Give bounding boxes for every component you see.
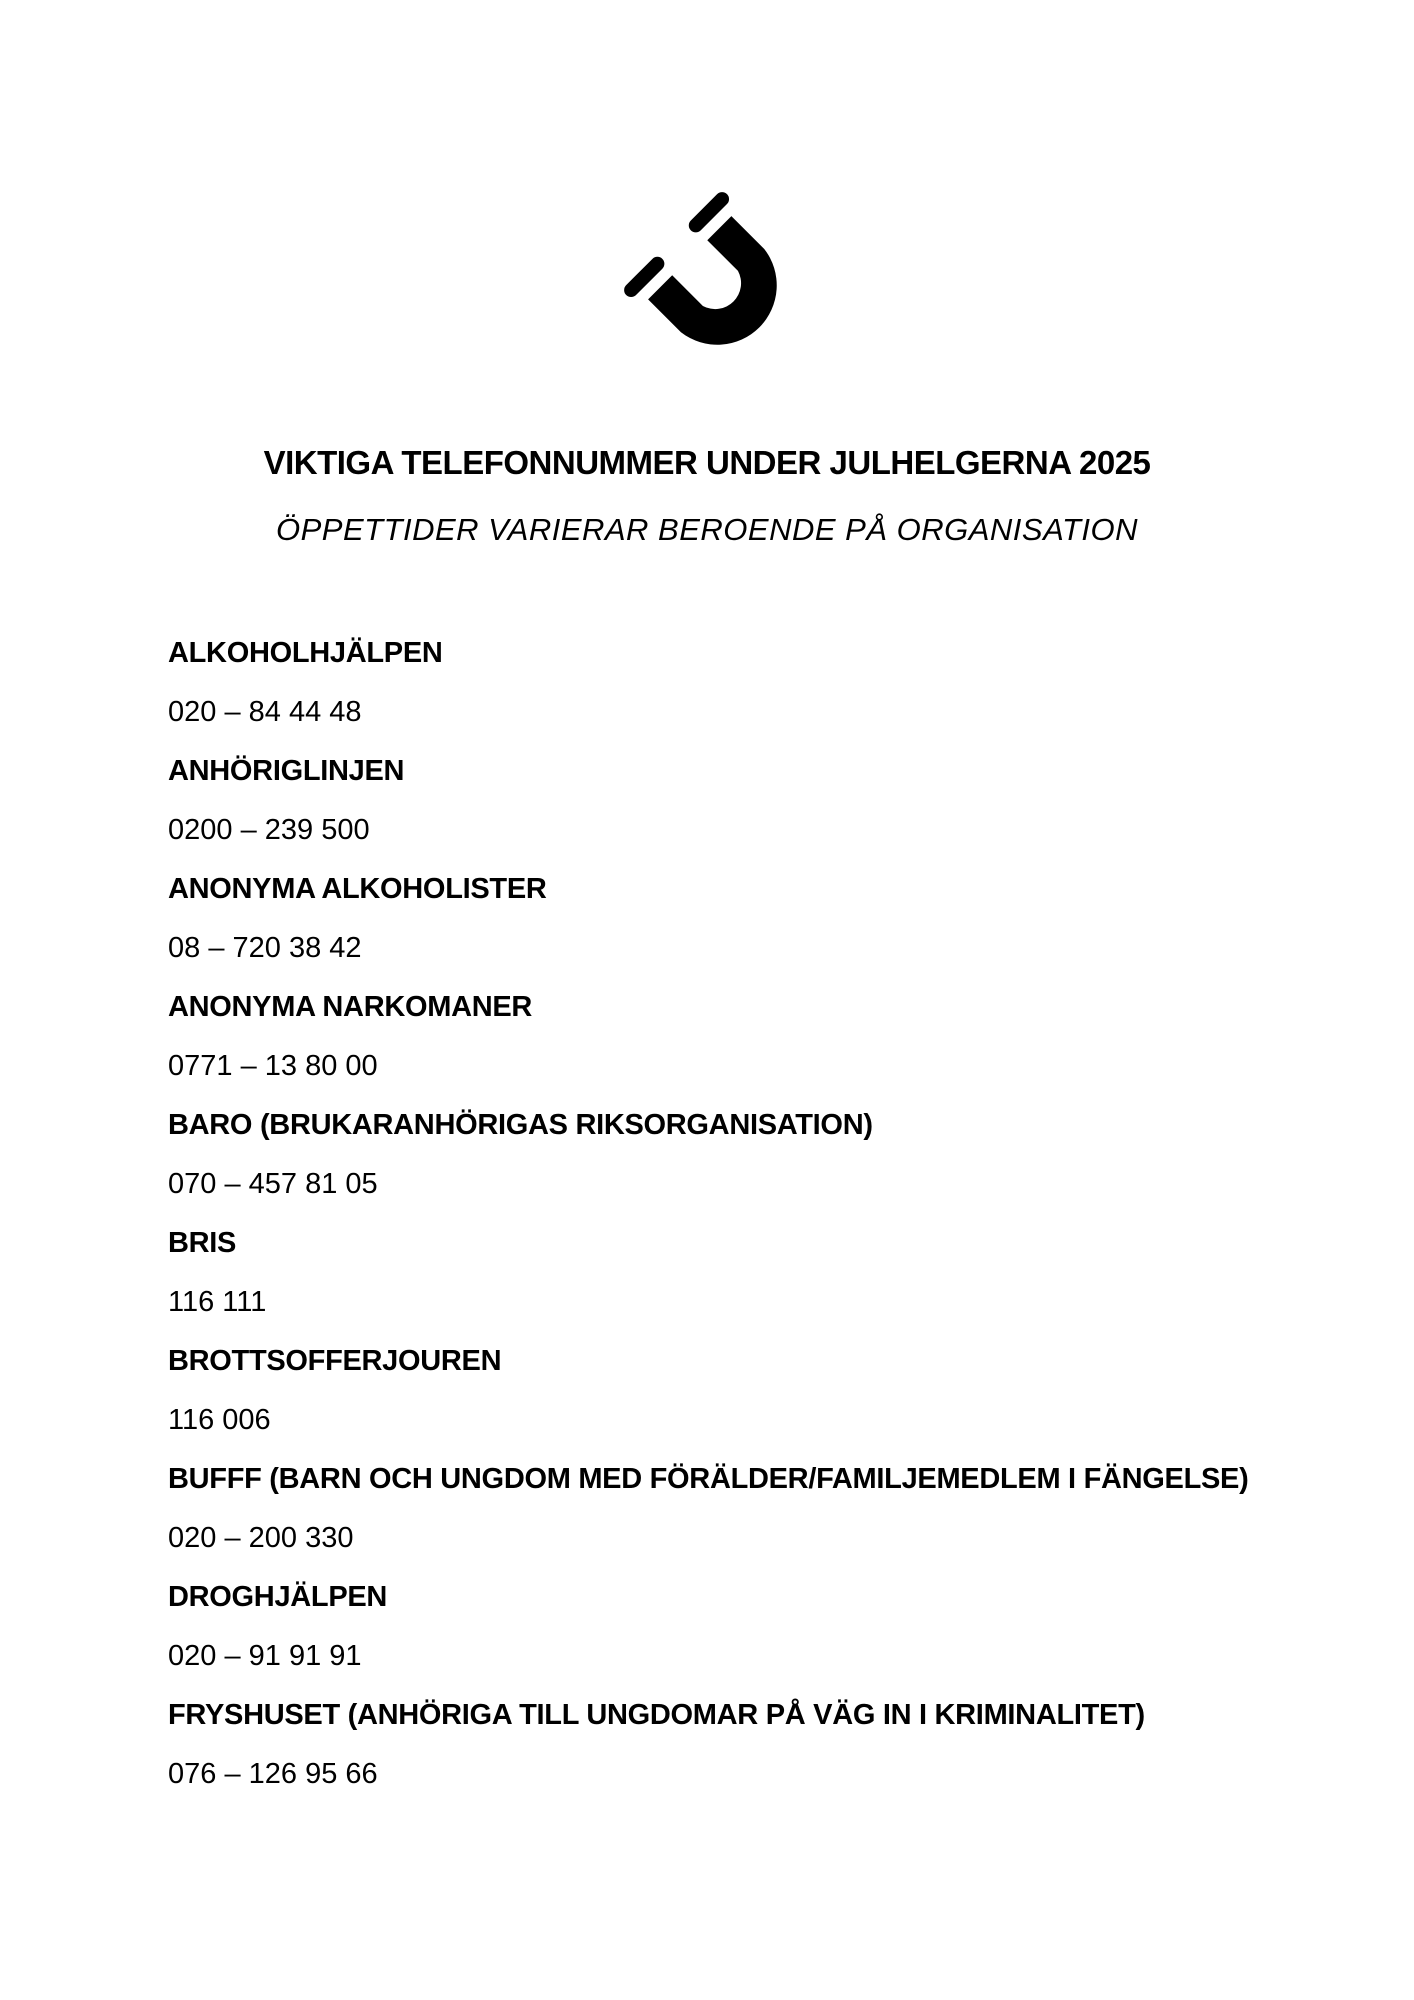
org-name: ANONYMA NARKOMANER [168,991,533,1023]
phone-number: 020 – 91 91 91 [168,1640,362,1672]
phone-number: 020 – 200 330 [168,1522,354,1554]
org-name: BUFFF (BARN OCH UNGDOM MED FÖRÄLDER/FAMILJEMEDLEM I FÄNGELSE) [168,1463,1249,1495]
page-title: VIKTIGA TELEFONNUMMER UNDER JULHELGERNA 2025 [263,444,1151,481]
org-name: ALKOHOLHJÄLPEN [168,637,443,669]
phone-number-list [168,624,1414,1804]
org-name: BARO (BRUKARANHÖRIGAS RIKSORGANISATION) [168,1109,873,1141]
org-name: BROTTSOFFERJOUREN [168,1345,502,1377]
phone-number: 076 – 126 95 66 [168,1758,378,1790]
org-name: FRYSHUSET (ANHÖRIGA TILL UNGDOMAR PÅ VÄG IN I KRIMINALITET) [168,1699,1145,1731]
phone-number: 08 – 720 38 42 [168,932,362,964]
phone-number: 116 111 [168,1286,267,1318]
page-subtitle: ÖPPETTIDER VARIERAR BEROENDE PÅ ORGANISATION [275,512,1139,547]
phone-number: 070 – 457 81 05 [168,1168,378,1200]
phone-number: 116 006 [168,1404,271,1436]
phone-receiver-icon [607,175,807,375]
phone-number: 0200 – 239 500 [168,814,370,846]
org-name: ANHÖRIGLINJEN [168,755,405,787]
phone-number: 0771 – 13 80 00 [168,1050,378,1082]
org-name: BRIS [168,1227,237,1259]
phone-number: 020 – 84 44 48 [168,696,362,728]
org-name: ANONYMA ALKOHOLISTER [168,873,547,905]
org-name: DROGHJÄLPEN [168,1581,388,1613]
